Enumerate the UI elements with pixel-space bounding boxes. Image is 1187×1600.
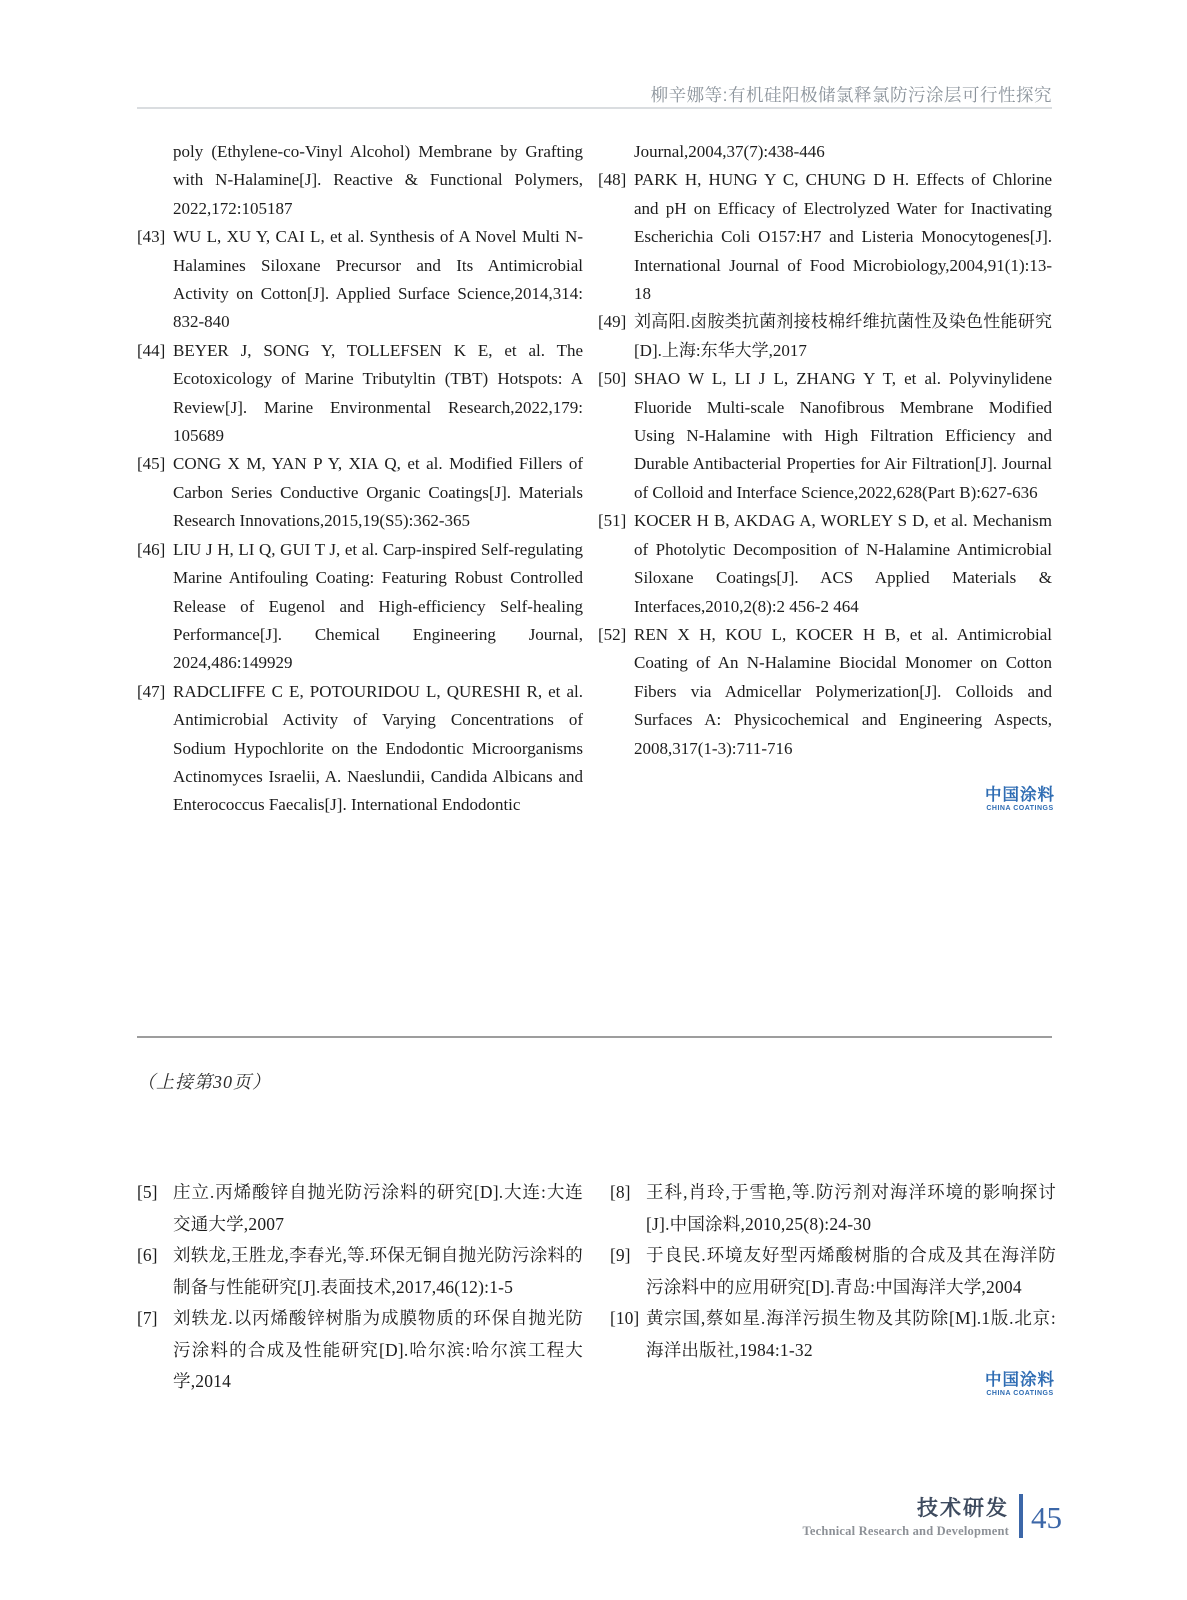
footer-divider-bar xyxy=(1019,1494,1023,1538)
references-column-top-right xyxy=(598,138,1052,763)
references-column-bottom-right xyxy=(610,1177,1056,1366)
reference-item xyxy=(598,621,1052,763)
reference-item xyxy=(598,308,1052,365)
reference-item xyxy=(137,678,583,820)
reference-number: [8] xyxy=(610,1182,631,1202)
reference-number: [44] xyxy=(137,340,166,360)
footer-section-titles xyxy=(803,1492,1009,1539)
reference-text: CONG X M, YAN P Y, XIA Q, et al. Modified Fillers of Carbon Series Conductive Organic Coatings[J]. Materials Research Innovations,2015,19(S5):362-365 xyxy=(173,454,583,531)
reference-text: 刘高阳.卤胺类抗菌剂接枝棉纤维抗菌性及染色性能研究[D].上海:东华大学,2017 xyxy=(634,312,1052,360)
china-coatings-logo-en: CHINA COATINGS xyxy=(986,805,1054,813)
reference-item xyxy=(137,337,583,451)
reference-item xyxy=(598,507,1052,621)
reference-item xyxy=(598,365,1052,507)
page-number: 45 xyxy=(1031,1499,1062,1535)
reference-item xyxy=(610,1177,1056,1240)
reference-text: LIU J H, LI Q, GUI T J, et al. Carp-inspired Self-regulating Marine Antifouling Coating: Featuring Robust Controlled Release of Eugenol and High-efficiency Self-healing Performance[J]. Chemical Engineering Journal, 2024,486:149929 xyxy=(173,539,583,673)
footer-section-title-cn: 技术研发 xyxy=(917,1497,1009,1520)
header-rule xyxy=(137,107,1052,109)
reference-number: [52] xyxy=(598,624,627,644)
reference-number: [50] xyxy=(598,369,627,389)
reference-text: Journal,2004,37(7):438-446 xyxy=(634,142,825,161)
reference-number xyxy=(137,138,173,223)
reference-text: BEYER J, SONG Y, TOLLEFSEN K E, et al. The Ecotoxicology of Marine Tributyltin (TBT) Hotspots: A Review[J]. Marine Environmental Research,2022,179: 105689 xyxy=(173,340,583,446)
section-divider-rule xyxy=(137,1036,1052,1038)
reference-item xyxy=(598,138,1052,166)
reference-number: [7] xyxy=(137,1308,158,1328)
reference-item xyxy=(137,138,583,223)
reference-number: [6] xyxy=(137,1245,158,1265)
continuation-note: （上接第30页） xyxy=(137,1072,271,1092)
reference-text: 黄宗国,蔡如星.海洋污损生物及其防除[M].1版.北京:海洋出版社,1984:1-32 xyxy=(646,1308,1056,1360)
reference-item xyxy=(137,1240,583,1303)
china-coatings-logo-cn: 中国涂料 xyxy=(985,786,1055,804)
reference-text: 刘轶龙,王胜龙,李春光,等.环保无铜自抛光防污涂料的制备与性能研究[J].表面技术,2017,46(12):1-5 xyxy=(173,1245,583,1297)
references-column-bottom-left xyxy=(137,1177,583,1398)
footer-section-title-en: Technical Research and Development xyxy=(802,1524,1009,1538)
reference-number: [48] xyxy=(598,170,627,190)
reference-text: WU L, XU Y, CAI L, et al. Synthesis of A Novel Multi N-Halamines Siloxane Precursor and Its Antimicrobial Activity on Cotton[J]. Applied Surface Science,2014,314: 832-840 xyxy=(173,227,583,332)
reference-item xyxy=(598,166,1052,308)
reference-text: SHAO W L, LI J L, ZHANG Y T, et al. Polyvinylidene Fluoride Multi-scale Nanofibrous Membrane Modified Using N-Halamine with High Filtration Efficiency and Durable Antibacterial Properties for Air Filtration[J]. Journal of Colloid and Interface Science,2022,628(Part B):627-636 xyxy=(634,369,1052,502)
china-coatings-logo-cn: 中国涂料 xyxy=(985,1371,1055,1389)
reference-number: [43] xyxy=(137,227,166,247)
reference-number: [45] xyxy=(137,454,166,474)
reference-number: [47] xyxy=(137,681,166,701)
reference-number: [9] xyxy=(610,1245,631,1265)
reference-item xyxy=(137,1303,583,1398)
page-footer xyxy=(803,1492,1062,1539)
reference-item xyxy=(137,223,583,337)
reference-text: 王科,肖玲,于雪艳,等.防污剂对海洋环境的影响探讨[J].中国涂料,2010,25(8):24-30 xyxy=(646,1182,1056,1234)
reference-number xyxy=(598,138,634,166)
reference-text: 刘轶龙.以丙烯酸锌树脂为成膜物质的环保自抛光防污涂料的合成及性能研究[D].哈尔滨:哈尔滨工程大学,2014 xyxy=(173,1308,583,1391)
reference-item xyxy=(137,1177,583,1240)
china-coatings-logo xyxy=(985,1371,1055,1398)
reference-number: [10] xyxy=(610,1308,640,1328)
reference-text: KOCER H B, AKDAG A, WORLEY S D, et al. Mechanism of Photolytic Decomposition of N-Halamine Antimicrobial Siloxane Coatings[J]. ACS Applied Materials & Interfaces,2010,2(8):2 456-2 464 xyxy=(634,511,1052,616)
reference-number: [46] xyxy=(137,539,166,559)
reference-item xyxy=(137,450,583,535)
reference-item xyxy=(610,1303,1056,1366)
china-coatings-logo xyxy=(985,786,1055,813)
reference-text: 庄立.丙烯酸锌自抛光防污涂料的研究[D].大连:大连交通大学,2007 xyxy=(173,1182,583,1234)
reference-text: RADCLIFFE C E, POTOURIDOU L, QURESHI R, et al. Antimicrobial Activity of Varying Concentrations of Sodium Hypochlorite on the Endodontic Microorganisms Actinomyces Israelii, A. Naeslundii, Candida Albicans and Enterococcus Faecalis[J]. International Endodontic xyxy=(173,681,583,815)
reference-text: REN X H, KOU L, KOCER H B, et al. Antimicrobial Coating of An N-Halamine Biocidal Monomer on Cotton Fibers via Admicellar Polymerization[J]. Colloids and Surfaces A: Physicochemical and Engineering Aspects, 2008,317(1-3):711-716 xyxy=(634,624,1052,758)
reference-item xyxy=(610,1240,1056,1303)
reference-text: 于良民.环境友好型丙烯酸树脂的合成及其在海洋防污涂料中的应用研究[D].青岛:中国海洋大学,2004 xyxy=(646,1245,1056,1297)
reference-number: [51] xyxy=(598,511,627,531)
reference-text: PARK H, HUNG Y C, CHUNG D H. Effects of Chlorine and pH on Efficacy of Electrolyzed Water for Inactivating Escherichia Coli O157:H7 and Listeria Monocytogenes[J]. International Journal of Food Microbiology,2004,91(1):13-18 xyxy=(634,170,1052,304)
running-header-title: 柳辛娜等:有机硅阳极储氯释氯防污涂层可行性探究 xyxy=(650,85,1052,105)
reference-item xyxy=(137,536,583,678)
references-column-top-left xyxy=(137,138,583,820)
reference-number: [5] xyxy=(137,1182,158,1202)
reference-text: poly (Ethylene-co-Vinyl Alcohol) Membrane by Grafting with N-Halamine[J]. Reactive & Functional Polymers, 2022,172:105187 xyxy=(173,142,583,218)
reference-number: [49] xyxy=(598,312,627,332)
china-coatings-logo-en: CHINA COATINGS xyxy=(986,1390,1054,1398)
